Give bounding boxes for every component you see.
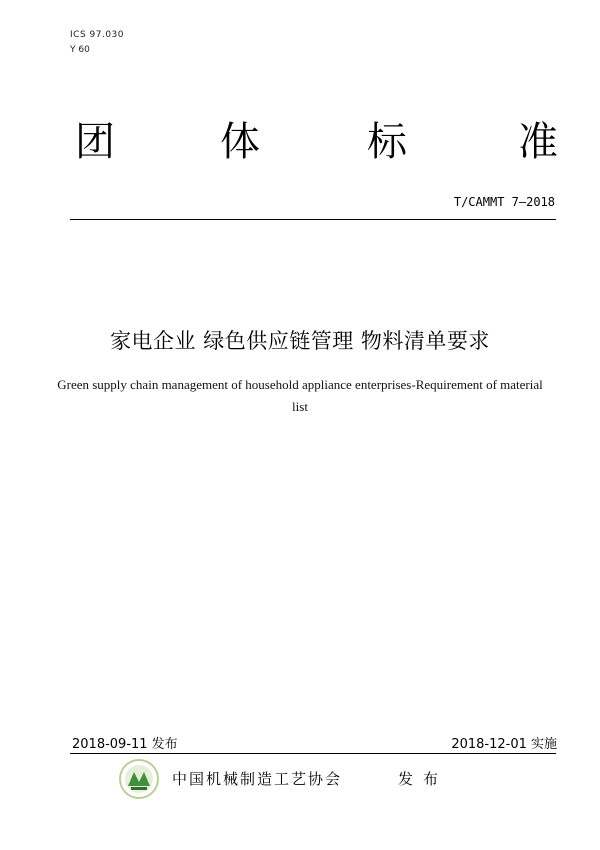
implement-date: 2018-12-01 实施 (451, 737, 557, 752)
standard-number: T/CAMMT 7—2018 (453, 195, 555, 209)
issuing-organization: 中国机械制造工艺协会 (172, 770, 343, 788)
standard-type-title (0, 110, 600, 170)
bottom-divider (70, 753, 556, 754)
association-logo-icon (118, 758, 160, 800)
top-divider (70, 219, 556, 220)
issue-label: 发布 (398, 770, 449, 788)
title-char-2: 体 (220, 119, 260, 165)
english-title: Green supply chain management of household appliance enterprises-Requirement of material list (57, 377, 543, 414)
chinese-title: 家电企业 绿色供应链管理 物料清单要求 (110, 329, 490, 353)
title-char-4: 准 (518, 119, 558, 165)
ics-code: ICS 97.030 (70, 30, 125, 40)
title-char-3: 标 (367, 119, 407, 165)
title-char-1: 团 (75, 119, 115, 165)
publish-date: 2018-09-11 发布 (72, 737, 178, 752)
classification-code: Y 60 (70, 45, 90, 55)
